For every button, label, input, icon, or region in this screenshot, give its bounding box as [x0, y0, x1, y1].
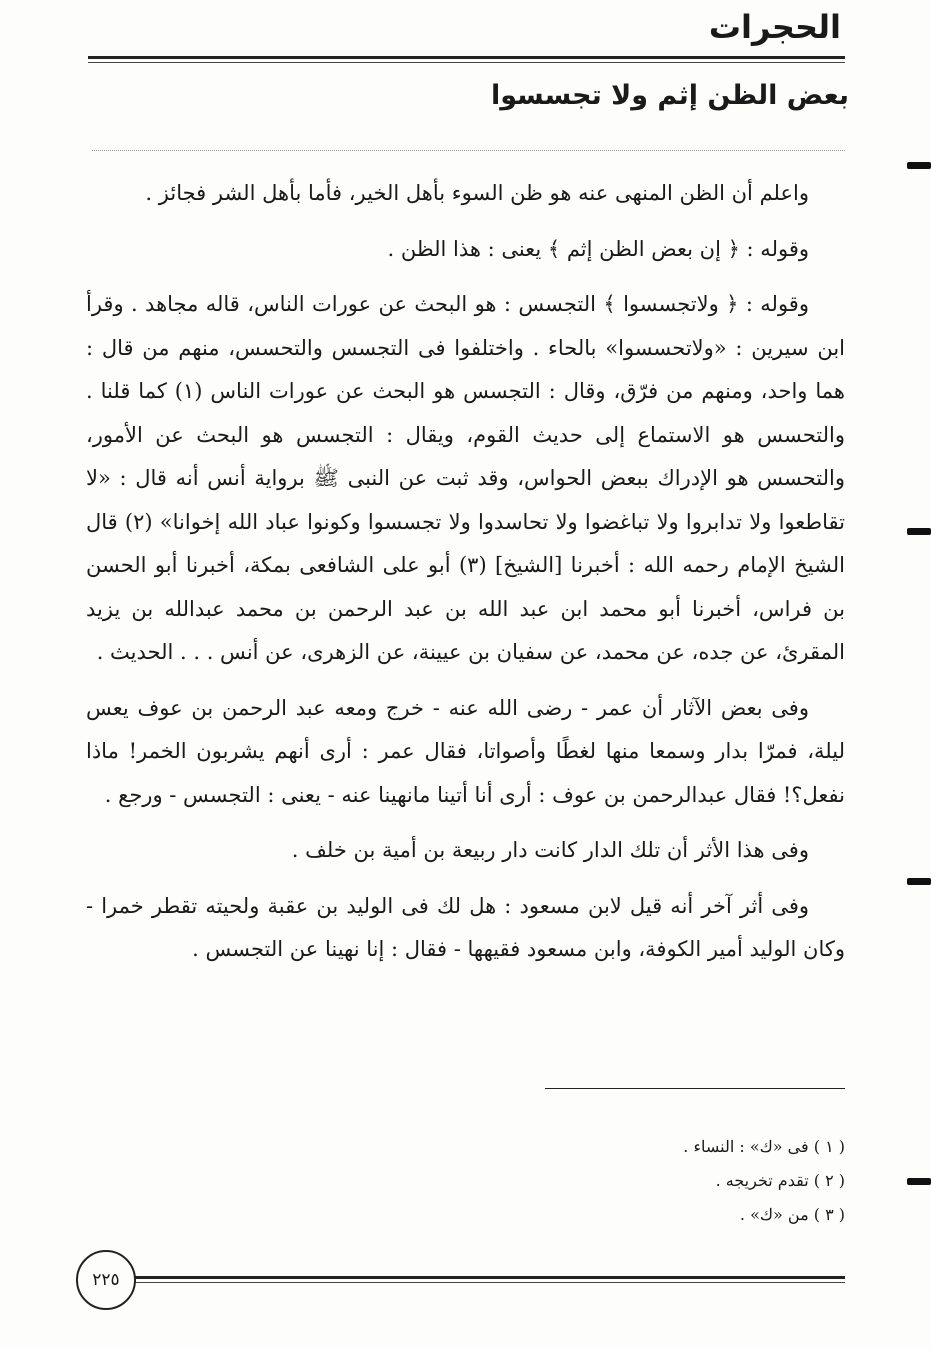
footnote: ( ١ ) فى «ك» : النساء . — [683, 1137, 845, 1156]
footnotes — [683, 1130, 845, 1232]
paragraph: وفى هذا الأثر أن تلك الدار كانت دار ربيعة بن أمية بن خلف . — [291, 838, 809, 862]
footnote: ( ٢ ) تقدم تخريجه . — [715, 1171, 845, 1190]
footnote: ( ٣ ) من «ك» . — [739, 1205, 845, 1224]
margin-tab-mark — [907, 878, 931, 885]
footer-rule-thin — [130, 1282, 845, 1283]
paragraph: وقوله : ﴿ ولاتجسسوا ﴾ التجسس : هو البحث عن عورات الناس، قاله مجاهد . وقرأ ابن سيرين : «ولاتحسسوا» بالحاء . واختلفوا فى التجسس والتحسس، منهم من قال : هما واحد، ومنهم من فرّق، وقال : التجسس هو البحث عن عورات الناس (١) كما قلنا . والتحسس هو الاستماع إلى حديث القوم، ويقال : التجسس هو البحث عن الأمور، والتحسس هو الإدراك ببعض الحواس، وقد ثبت عن النبى ﷺ برواية أنس أنه قال : «لا تقاطعوا ولا تدابروا ولا تباغضوا ولا تحاسدوا ولا تجسسوا وكونوا عباد الله إخوانا» (٢) قال الشيخ الإمام رحمه الله : أخبرنا [الشيخ] (٣) أبو على الشافعى بمكة، أخبرنا أبو الحسن بن فراس، أخبرنا أبو محمد ابن عبد الله بن عبد الرحمن بن محمد عبدالله بن يزيد المقرئ، عن جده، عن محمد، عن سفيان بن عيينة، عن الزهرى، عن أنس . . . الحديث . — [86, 292, 845, 664]
header-rule-thin — [88, 62, 845, 63]
footnote-separator — [545, 1088, 845, 1089]
margin-tab-mark — [907, 528, 931, 535]
paragraph: وقوله : ﴿ إن بعض الظن إثم ﴾ يعنى : هذا الظن . — [387, 236, 809, 261]
body-text — [86, 172, 845, 984]
margin-tab-mark — [907, 1178, 931, 1185]
paragraph: واعلم أن الظن المنهى عنه هو ظن السوء بأهل الخير، فأما بأهل الشر فجائز . — [145, 181, 809, 205]
paragraph: وفى أثر آخر أنه قيل لابن مسعود : هل لك فى الوليد بن عقبة ولحيته تقطر خمرا - وكان الوليد أمير الكوفة، وابن مسعود فقيهها - فقال : إنا نهينا عن التجسس . — [86, 893, 845, 961]
paragraph: وفى بعض الآثار أن عمر - رضى الله عنه - خرج ومعه عبد الرحمن بن عوف يعس ليلة، فمرّا بدار وسمعا منها لغطًا وأصواتا، فقال عمر : أرى أنهم يشربون الخمر! ماذا نفعل؟! فقال عبدالرحمن بن عوف : أرى أنا أتينا مانهينا عنه - يعنى : التجسس - ورجع . — [86, 695, 845, 807]
header-rule — [88, 56, 845, 59]
margin-tab-mark — [907, 162, 931, 169]
dotted-divider — [92, 150, 845, 151]
page-number: ٢٢٥ — [76, 1250, 136, 1310]
footer-rule — [130, 1276, 845, 1279]
verse-heading: بعض الظن إثم ولا تجسسوا — [491, 80, 849, 111]
running-title: الحجرات — [708, 8, 841, 46]
